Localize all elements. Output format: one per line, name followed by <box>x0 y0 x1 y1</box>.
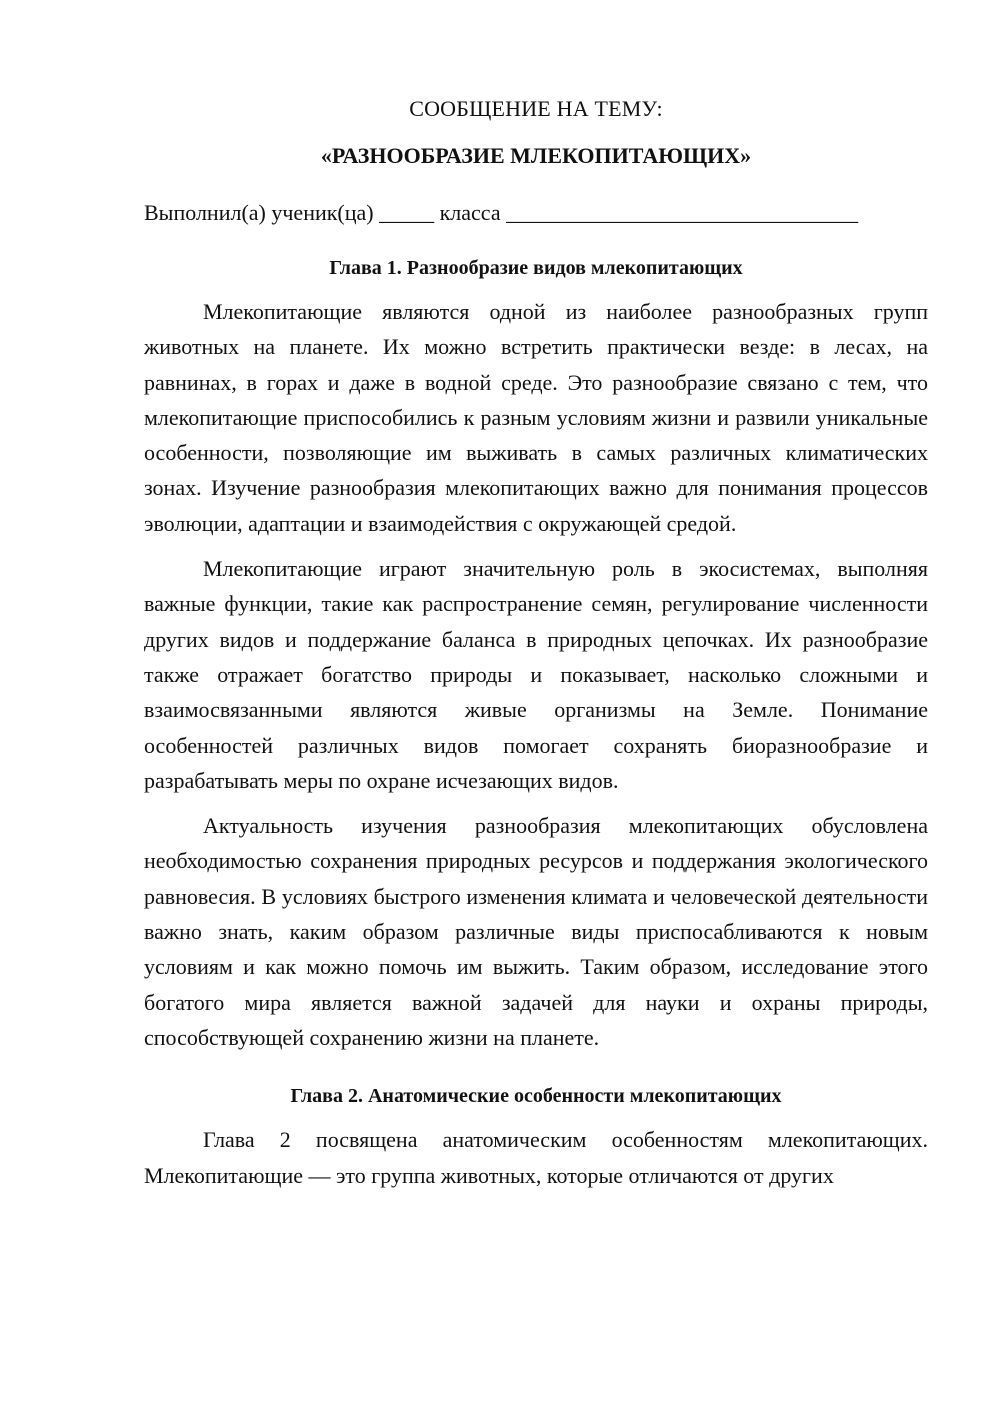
chapter-1-paragraph-3: Актуальность изучения разнообразия млекопитающих обусловлена необходимостью сохранения природных ресурсов и поддержания экологического равновесия. В условиях быстрого изменения климата и человеческой деятельности важно знать, каким образом различные виды приспосабливаются к новым условиям и как можно помочь им выжить. Таким образом, исследование этого богатого мира является важной задачей для науки и охраны природы, способствующей сохранению жизни на планете. <box>144 813 928 1050</box>
author-line: Выполнил(а) ученик(ца) _____ класса ________________________________ <box>144 200 859 225</box>
document-title-line-2: «РАЗНООБРАЗИЕ МЛЕКОПИТАЮЩИХ» <box>320 143 752 168</box>
chapter-1-heading: Глава 1. Разнообразие видов млекопитающих <box>329 257 743 279</box>
chapter-1-paragraph-2: Млекопитающие играют значительную роль в экосистемах, выполняя важные функции, такие как распространение семян, регулирование численности других видов и поддержание баланса в природных цепочках. Их разнообразие также отражает богатство природы и показывает, насколько сложными и взаимосвязанными являются живые организмы на Земле. Понимание особенностей различных видов помогает сохранять биоразнообразие и разрабатывать меры по охране исчезающих видов. <box>144 556 928 793</box>
document-title-line-1: СООБЩЕНИЕ НА ТЕМУ: <box>409 96 663 121</box>
document-page <box>144 94 928 1203</box>
chapter-1-paragraph-1: Млекопитающие являются одной из наиболее разнообразных групп животных на планете. Их можно встретить практически везде: в лесах, на равнинах, в горах и даже в водной среде. Это разнообразие связано с тем, что млекопитающие приспособились к разным условиям жизни и развили уникальные особенности, позволяющие им выживать в самых различных климатических зонах. Изучение разнообразия млекопитающих важно для понимания процессов эволюции, адаптации и взаимодействия с окружающей средой. <box>144 299 928 536</box>
chapter-2-heading: Глава 2. Анатомические особенности млекопитающих <box>290 1085 782 1108</box>
chapter-2-paragraph-1: Глава 2 посвящена анатомическим особенностям млекопитающих. Млекопитающие — это группа животных, которые отличаются от других <box>144 1127 928 1188</box>
